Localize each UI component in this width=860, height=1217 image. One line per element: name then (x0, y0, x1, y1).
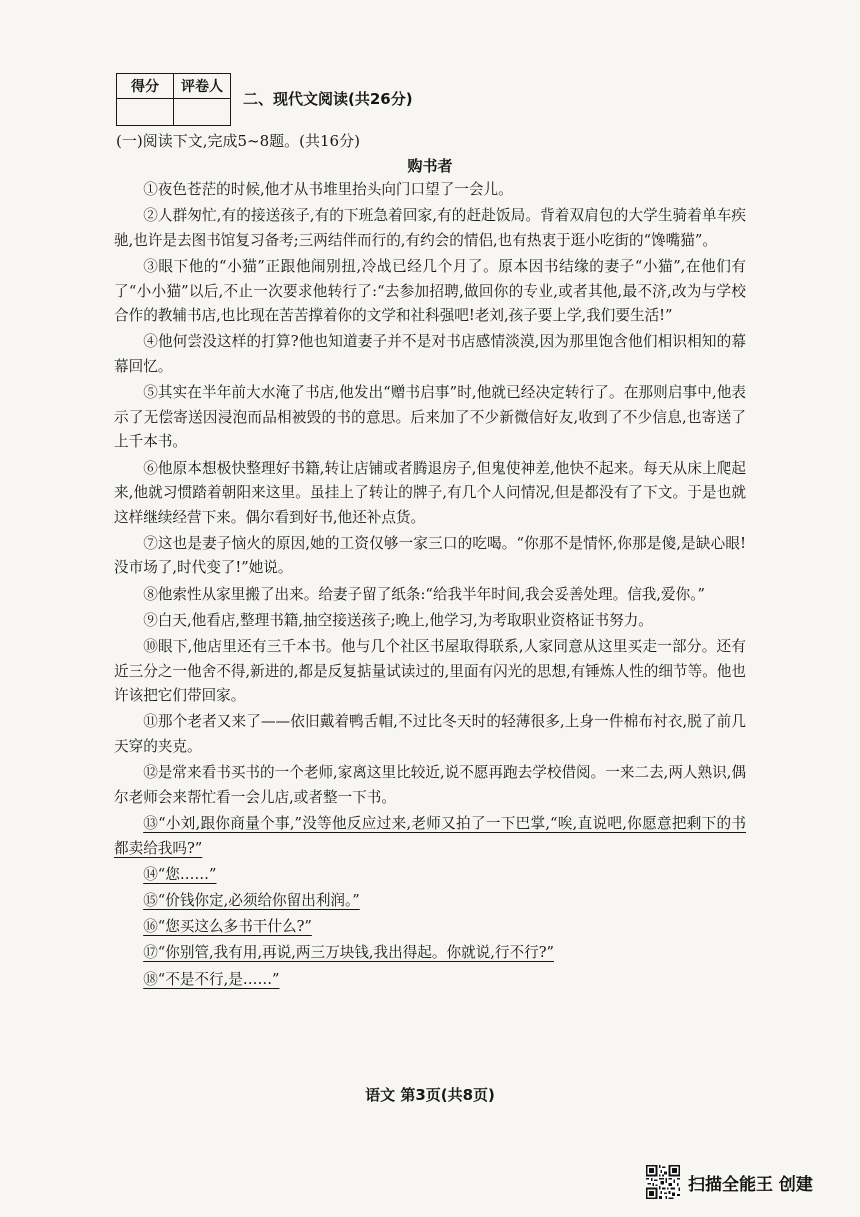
underlined-dialogue-line (114, 941, 746, 966)
dialogue-text: ⑮“价钱你定,必须给你留出利润。” (143, 891, 360, 909)
paragraph: ⑨白天,他看店,整理书籍,抽空接送孩子;晚上,他学习,为考取职业资格证书努力。 (143, 611, 653, 629)
dialogue-text: ⑯“您买这么多书干什么?” (143, 918, 312, 936)
dialogue-text: ⑬“小刘,跟你商量个事,”没等他反应过来,老师又拍了一下巴掌,“唉,直说吧,你愿意把剩下的书都卖给我吗?” (114, 814, 746, 857)
scanner-watermark (646, 1164, 813, 1200)
underlined-dialogue-line (114, 889, 746, 914)
score-cell (117, 99, 174, 126)
score-box (116, 73, 231, 126)
underlined-dialogue-line (114, 863, 746, 888)
underlined-dialogue-line (114, 968, 746, 993)
underlined-dialogue-line (114, 812, 746, 861)
paragraph: ⑩眼下,他店里还有三千本书。他与几个社区书屋取得联系,人家同意从这里买走一部分。还有近三分之一他舍不得,新进的,都是反复掂量试读过的,里面有闪光的思想,有锤炼人性的细节等。他也许该把它们带回家。 (114, 638, 746, 705)
dialogue-text: ⑭“您……” (143, 865, 217, 883)
paragraph: ⑥他原本想极快整理好书籍,转让店铺或者腾退房子,但鬼使神差,他快不起来。每天从床上爬起来,他就习惯踏着朝阳来这里。虽挂上了转让的牌子,有几个人问情况,但是都没有了下文。于是也就这样继续经营下来。偶尔看到好书,他还补点货。 (114, 459, 746, 526)
scanner-label: 扫描全能王 创建 (688, 1174, 813, 1195)
paragraph: ⑫是常来看书买书的一个老师,家离这里比较近,说不愿再跑去学校借阅。一来二去,两人熟识,偶尔老师会来帮忙看一会儿店,或者整一下书。 (114, 764, 746, 806)
part-title: (一)阅读下文,完成5~8题。(共16分) (116, 132, 360, 150)
paragraph: ⑦这也是妻子恼火的原因,她的工资仅够一家三口的吃喝。“你那不是情怀,你那是傻,是缺心眼!没市场了,时代变了!”她说。 (114, 534, 746, 577)
grader-cell (174, 99, 231, 126)
grader-header: 评卷人 (174, 74, 231, 99)
paragraph: ②人群匆忙,有的接送孩子,有的下班急着回家,有的赶赴饭局。背着双肩包的大学生骑着单车疾驰,也许是去图书馆复习备考;三两结伴而行的,有约会的情侣,也有热衷于逛小吃街的“馋嘴猫”。 (114, 207, 746, 249)
paragraph: ①夜色苍茫的时候,他才从书堆里抬头向门口望了一会儿。 (143, 181, 513, 198)
paragraph: ③眼下他的“小猫”正跟他闹别扭,冷战已经几个月了。原本因书结缘的妻子“小猫”,在他们有了“小小猫”以后,不止一次要求他转行了:“去参加招聘,做回你的专业,或者其他,最不济,改为与学校合作的教辅书店,也比现在苦苦撑着你的文学和社科强吧!老刘,孩子要上学,我们要生活!” (114, 257, 746, 325)
paragraph: ⑤其实在半年前大水淹了书店,他发出“赠书启事”时,他就已经决定转行了。在那则启事中,他表示了无偿寄送因浸泡而品相被毁的书的意思。后来加了不少新微信好友,收到了不少信息,也寄送了上千本书。 (114, 384, 746, 451)
article-title: 购书者 (407, 157, 453, 175)
dialogue-text: ⑱“不是不行,是……” (143, 970, 280, 988)
paragraph: ⑪那个老者又来了——依旧戴着鸭舌帽,不过比冬天时的轻薄很多,上身一件棉布衬衣,脱了前几天穿的夹克。 (114, 713, 746, 755)
section-title: 二、现代文阅读(共26分) (243, 90, 413, 108)
article-body (114, 178, 746, 994)
paragraph: ⑧他索性从家里搬了出来。给妻子留了纸条:“给我半年时间,我会妥善处理。信我,爱你。” (143, 585, 705, 603)
page-footer: 语文 第3页(共8页) (365, 1086, 495, 1104)
paragraph: ④他何尝没这样的打算?他也知道妻子并不是对书店感情淡漠,因为那里饱含他们相识相知的幕幕回忆。 (114, 333, 746, 375)
dialogue-text: ⑰“你别管,我有用,再说,两三万块钱,我出得起。你就说,行不行?” (143, 944, 554, 962)
score-header: 得分 (117, 74, 174, 99)
underlined-dialogue-line (114, 915, 746, 940)
qr-code-icon (646, 1165, 680, 1199)
